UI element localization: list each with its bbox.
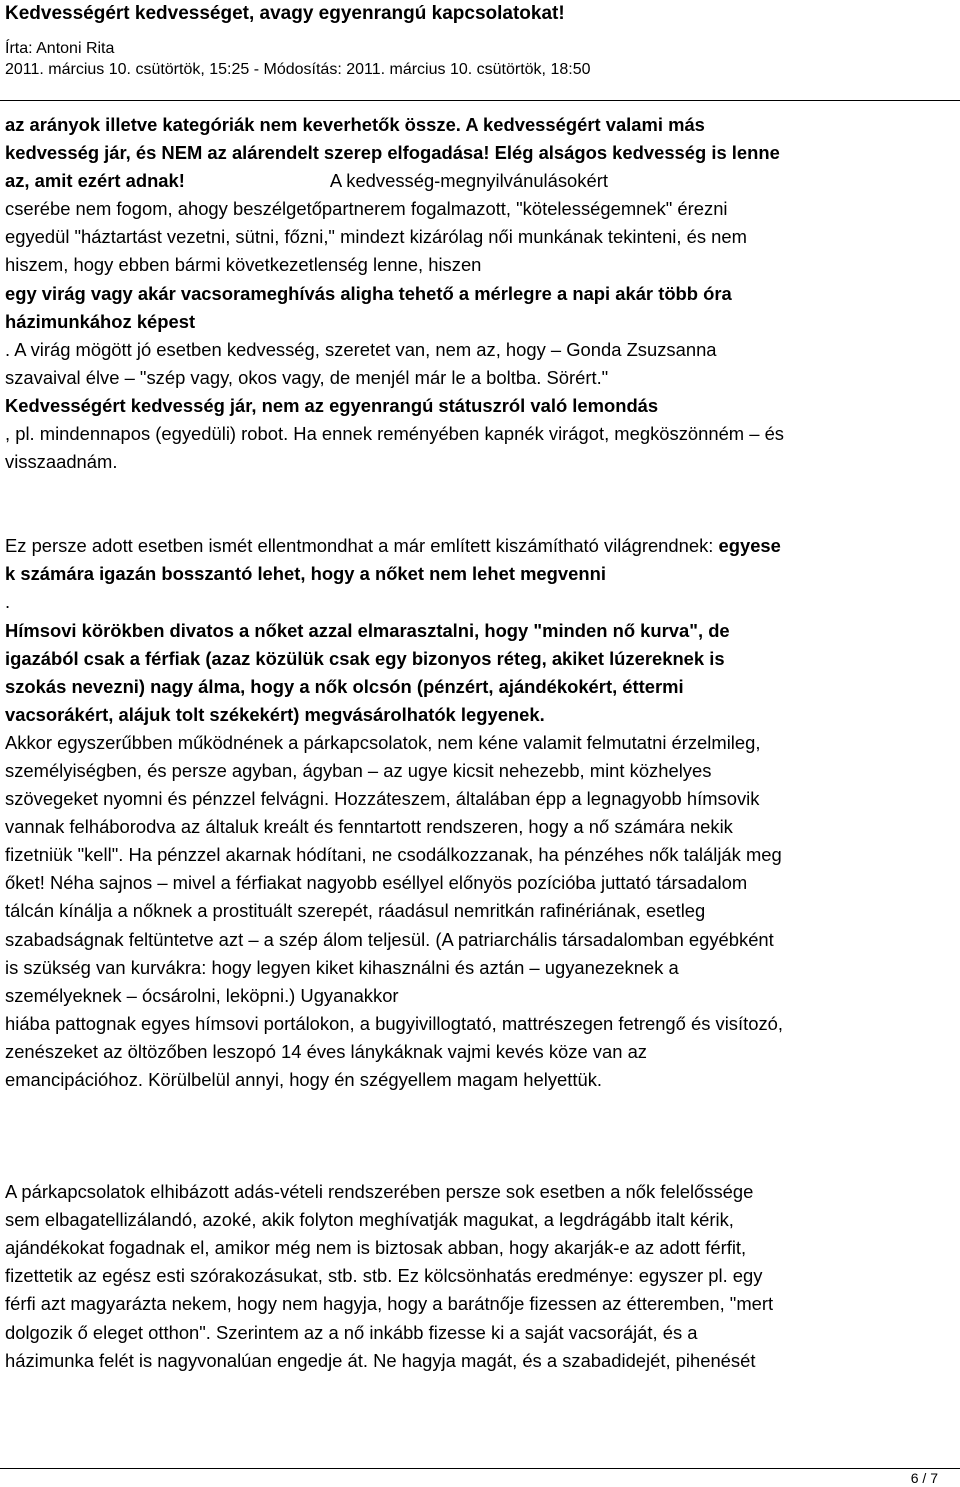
paragraph-3 [5,1178,955,1375]
paragraph-gap [5,1094,955,1178]
text-line: egy virág vagy akár vacsorameghívás aligha tehető a mérlegre a napi akár több óra [5,282,732,304]
text-line: tálcán kínálja a nőknek a prostituált szerepét, ráadásul nemritkán rafinériának, esetleg [5,900,706,922]
text-line: az arányok illetve kategóriák nem keverhetők össze. A kedvességért valami más [5,114,705,135]
text-line: ajándékokat fogadnak el, amikor még nem is biztosak abban, hogy akarják-e az adott férfit, [5,1237,747,1259]
text-line: őket! Néha sajnos – mivel a férfiakat nagyobb eséllyel előnyös pozícióba juttató társadalom [5,872,748,894]
text-line: házimunkához képest [5,310,196,332]
text-line: zenészeket az öltözőben leszopó 14 éves lánykáknak vajmi kevés köze van az [5,1040,647,1062]
paragraph-gap [5,476,955,532]
text-line: az, amit ezért adnak! [5,170,185,192]
text-line: A kedvesség-megnyilvánulásokért [329,170,608,192]
text-line: fizettetik az egész esti szórakozásukat, stb. stb. Ez kölcsönhatás eredménye: egyszer pl. egy [5,1265,763,1287]
text-line: egyese [718,535,781,557]
header-divider [0,100,960,101]
text-line: szövegeket nyomni és pénzzel felvágni. Hozzáteszem, általában épp a legnagyobb hímsovik [5,788,760,810]
text-line: , pl. mindennapos (egyedüli) robot. Ha ennek reményében kapnék virágot, megköszönném – és [5,423,784,445]
text-line: dolgozik ő eleget otthon". Szerintem az a nő inkább fizesse ki a saját vacsoráját, és a [5,1321,698,1343]
text-line: visszaadnám. [5,451,118,473]
text-line: hiszem, hogy ebben bármi következetlenség lenne, hiszen [5,254,482,276]
paragraph-2 [5,532,955,1094]
text-line: Hímsovi körökben divatos a nőket azzal elmarasztalni, hogy "minden nő kurva", de [5,619,730,641]
text-line: házimunka felét is nagyvonalúan engedje át. Ne hagyja magát, és a szabadidejét, pihenését [5,1349,756,1371]
text-line: igazából csak a férfiak (azaz közülük csak egy bizonyos réteg, akiket lúzereknek is [5,647,725,669]
footer-divider [0,1468,960,1469]
text-line: . [5,591,11,613]
text-line: A párkapcsolatok elhibázott adás-vételi rendszerében persze sok esetben a nők felelőssége [5,1181,754,1203]
paragraph-1 [5,111,955,476]
text-line: vacsorákért, alájuk tolt székekért) megvásárolhatók legyenek. [5,703,545,725]
text-line: Akkor egyszerűbben működnének a párkapcsolatok, nem kéne valamit felmutatni érzelmileg, [5,731,761,753]
article-body [5,111,955,1375]
text-line: sem elbagatellizálandó, azoké, akik folyton meghívatják magukat, a legdrágább italt kérik, [5,1209,734,1231]
text-line: cserébe nem fogom, ahogy beszélgetőpartnerem fogalmazott, "kötelességemnek" érezni [5,198,728,220]
article-title: Kedvességért kedvességet, avagy egyenrangú kapcsolatokat! [5,3,565,24]
text-line: egyedül "háztartást vezetni, sütni, főzni," mindezt kizárólag női munkának tekinteni, és nem [5,226,747,248]
text-line: személyiségben, és persze agyban, ágyban – az ugye kicsit nehezebb, mint közhelyes [5,759,712,781]
text-line: szabadságnak feltüntetve azt – a szép álom teljesül. (A patriarchális társadalomban egyébként [5,928,774,950]
text-line: kedvesség jár, és NEM az alárendelt szerep elfogadása! Elég alságos kedvesség is lenne [5,142,780,164]
text-line: személyeknek – ócsárolni, leköpni.) Ugyanakkor [5,984,399,1006]
text-line: férfi azt magyarázta nekem, hogy nem hagyja, hogy a barátnője fizessen az étteremben, "mert [5,1293,774,1315]
text-line: fizetniük "kell". Ha pénzzel akarnak hódítani, ne csodálkozzanak, ha pénzéhes nők találják meg [5,844,782,866]
document-header [5,0,955,80]
text-line: Ez persze adott esetben ismét ellentmondhat a már említett kiszámítható világrendnek: [5,535,719,557]
text-line: emancipációhoz. Körülbelül annyi, hogy én szégyellem magam helyettük. [5,1069,603,1090]
text-line: hiába pattognak egyes hímsovi portálokon, a bugyivillogtató, mattrészegen fetrengő és visítozó, [5,1012,783,1034]
text-line: Kedvességért kedvesség jár, nem az egyenrangú státuszról való lemondás [5,394,659,416]
text-line: szokás nevezni) nagy álma, hogy a nők olcsón (pénzért, ajándékokért, éttermi [5,675,684,697]
text-line: szavaival élve – "szép vagy, okos vagy, de menjél már le a boltba. Sörért." [5,366,609,388]
author-line: Írta: Antoni Rita [5,40,115,57]
text-line: k számára igazán bosszantó lehet, hogy a nőket nem lehet megvenni [5,563,606,585]
page-number: 6 / 7 [910,1470,938,1486]
text-line: vannak felháborodva az általuk kreált és fenntartott rendszeren, hogy a nő számára nekik [5,816,733,838]
date-line: 2011. március 10. csütörtök, 15:25 - Módosítás: 2011. március 10. csütörtök, 18:50 [5,61,591,78]
text-line: . A virág mögött jó esetben kedvesség, szeretet van, nem az, hogy – Gonda Zsuzsanna [5,338,717,360]
text-line: is szükség van kurvákra: hogy legyen kiket kihasználni és aztán – ugyanezeknek a [5,956,679,978]
